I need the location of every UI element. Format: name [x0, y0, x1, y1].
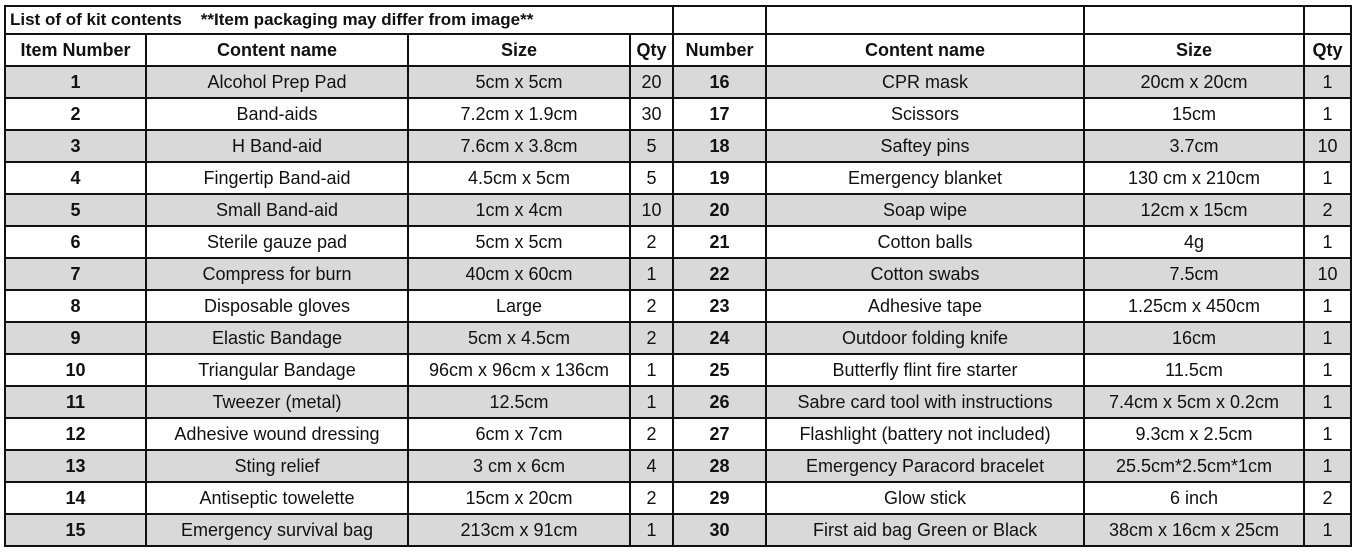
item-number-cell: 27 — [673, 418, 766, 450]
item-number-cell: 3 — [5, 130, 146, 162]
content-name-cell: Elastic Bandage — [146, 322, 408, 354]
item-number-cell: 13 — [5, 450, 146, 482]
content-name-cell: Band-aids — [146, 98, 408, 130]
item-number-cell: 15 — [5, 514, 146, 546]
qty-cell: 4 — [630, 450, 673, 482]
qty-cell: 2 — [1304, 194, 1351, 226]
item-number-cell: 22 — [673, 258, 766, 290]
header-size-2: Size — [1084, 34, 1304, 66]
qty-cell: 1 — [1304, 290, 1351, 322]
size-cell: 5cm x 4.5cm — [408, 322, 630, 354]
content-name-cell: Compress for burn — [146, 258, 408, 290]
size-cell: 6cm x 7cm — [408, 418, 630, 450]
title-row — [5, 6, 1351, 34]
item-number-cell: 2 — [5, 98, 146, 130]
content-name-cell: Sabre card tool with instructions — [766, 386, 1084, 418]
content-name-cell: Triangular Bandage — [146, 354, 408, 386]
item-number-cell: 23 — [673, 290, 766, 322]
qty-cell: 10 — [1304, 258, 1351, 290]
table-row — [5, 418, 1351, 450]
header-item-number: Item Number — [5, 34, 146, 66]
item-number-cell: 5 — [5, 194, 146, 226]
item-number-cell: 10 — [5, 354, 146, 386]
qty-cell: 1 — [1304, 162, 1351, 194]
item-number-cell: 14 — [5, 482, 146, 514]
empty-cell — [766, 6, 1084, 34]
content-name-cell: Butterfly flint fire starter — [766, 354, 1084, 386]
table-body — [5, 66, 1351, 546]
table-row — [5, 194, 1351, 226]
qty-cell: 1 — [630, 386, 673, 418]
size-cell: 4.5cm x 5cm — [408, 162, 630, 194]
content-name-cell: CPR mask — [766, 66, 1084, 98]
qty-cell: 1 — [1304, 322, 1351, 354]
content-name-cell: Sterile gauze pad — [146, 226, 408, 258]
kit-contents-sheet — [4, 5, 1352, 547]
size-cell: Large — [408, 290, 630, 322]
qty-cell: 1 — [630, 514, 673, 546]
table-row — [5, 482, 1351, 514]
content-name-cell: Small Band-aid — [146, 194, 408, 226]
table-row — [5, 290, 1351, 322]
table-title: List of of kit contents **Item packaging may differ from image** — [5, 6, 673, 34]
size-cell: 3.7cm — [1084, 130, 1304, 162]
size-cell: 25.5cm*2.5cm*1cm — [1084, 450, 1304, 482]
size-cell: 12cm x 15cm — [1084, 194, 1304, 226]
content-name-cell: Flashlight (battery not included) — [766, 418, 1084, 450]
qty-cell: 30 — [630, 98, 673, 130]
size-cell: 6 inch — [1084, 482, 1304, 514]
table-row — [5, 226, 1351, 258]
header-qty: Qty — [630, 34, 673, 66]
content-name-cell: Emergency survival bag — [146, 514, 408, 546]
size-cell: 1.25cm x 450cm — [1084, 290, 1304, 322]
qty-cell: 1 — [1304, 450, 1351, 482]
table-row — [5, 98, 1351, 130]
qty-cell: 1 — [1304, 386, 1351, 418]
content-name-cell: Fingertip Band-aid — [146, 162, 408, 194]
content-name-cell: Emergency Paracord bracelet — [766, 450, 1084, 482]
qty-cell: 2 — [630, 290, 673, 322]
size-cell: 20cm x 20cm — [1084, 66, 1304, 98]
empty-cell — [1304, 6, 1351, 34]
kit-contents-table — [4, 5, 1352, 547]
qty-cell: 10 — [630, 194, 673, 226]
item-number-cell: 11 — [5, 386, 146, 418]
item-number-cell: 12 — [5, 418, 146, 450]
qty-cell: 2 — [1304, 482, 1351, 514]
content-name-cell: Sting relief — [146, 450, 408, 482]
content-name-cell: Cotton swabs — [766, 258, 1084, 290]
qty-cell: 2 — [630, 418, 673, 450]
item-number-cell: 4 — [5, 162, 146, 194]
empty-cell — [673, 6, 766, 34]
empty-cell — [1084, 6, 1304, 34]
size-cell: 96cm x 96cm x 136cm — [408, 354, 630, 386]
qty-cell: 1 — [1304, 514, 1351, 546]
item-number-cell: 20 — [673, 194, 766, 226]
qty-cell: 1 — [1304, 98, 1351, 130]
size-cell: 5cm x 5cm — [408, 226, 630, 258]
size-cell: 5cm x 5cm — [408, 66, 630, 98]
header-number: Number — [673, 34, 766, 66]
qty-cell: 2 — [630, 482, 673, 514]
size-cell: 4g — [1084, 226, 1304, 258]
qty-cell: 5 — [630, 162, 673, 194]
content-name-cell: Scissors — [766, 98, 1084, 130]
table-row — [5, 322, 1351, 354]
content-name-cell: Antiseptic towelette — [146, 482, 408, 514]
table-row — [5, 514, 1351, 546]
header-content-name-2: Content name — [766, 34, 1084, 66]
size-cell: 11.5cm — [1084, 354, 1304, 386]
item-number-cell: 8 — [5, 290, 146, 322]
item-number-cell: 9 — [5, 322, 146, 354]
header-qty-2: Qty — [1304, 34, 1351, 66]
header-size: Size — [408, 34, 630, 66]
size-cell: 16cm — [1084, 322, 1304, 354]
qty-cell: 5 — [630, 130, 673, 162]
size-cell: 7.5cm — [1084, 258, 1304, 290]
item-number-cell: 16 — [673, 66, 766, 98]
content-name-cell: Soap wipe — [766, 194, 1084, 226]
size-cell: 1cm x 4cm — [408, 194, 630, 226]
qty-cell: 20 — [630, 66, 673, 98]
content-name-cell: Glow stick — [766, 482, 1084, 514]
qty-cell: 2 — [630, 226, 673, 258]
table-row — [5, 354, 1351, 386]
content-name-cell: Tweezer (metal) — [146, 386, 408, 418]
item-number-cell: 18 — [673, 130, 766, 162]
qty-cell: 1 — [630, 354, 673, 386]
qty-cell: 10 — [1304, 130, 1351, 162]
size-cell: 12.5cm — [408, 386, 630, 418]
size-cell: 3 cm x 6cm — [408, 450, 630, 482]
item-number-cell: 30 — [673, 514, 766, 546]
item-number-cell: 28 — [673, 450, 766, 482]
qty-cell: 2 — [630, 322, 673, 354]
item-number-cell: 19 — [673, 162, 766, 194]
size-cell: 9.3cm x 2.5cm — [1084, 418, 1304, 450]
content-name-cell: Emergency blanket — [766, 162, 1084, 194]
size-cell: 7.6cm x 3.8cm — [408, 130, 630, 162]
table-row — [5, 258, 1351, 290]
qty-cell: 1 — [1304, 66, 1351, 98]
content-name-cell: Adhesive tape — [766, 290, 1084, 322]
item-number-cell: 6 — [5, 226, 146, 258]
table-row — [5, 162, 1351, 194]
table-row — [5, 66, 1351, 98]
table-row — [5, 386, 1351, 418]
size-cell: 38cm x 16cm x 25cm — [1084, 514, 1304, 546]
size-cell: 7.4cm x 5cm x 0.2cm — [1084, 386, 1304, 418]
size-cell: 15cm x 20cm — [408, 482, 630, 514]
header-row — [5, 34, 1351, 66]
content-name-cell: Saftey pins — [766, 130, 1084, 162]
qty-cell: 1 — [630, 258, 673, 290]
table-row — [5, 130, 1351, 162]
header-content-name: Content name — [146, 34, 408, 66]
content-name-cell: Disposable gloves — [146, 290, 408, 322]
qty-cell: 1 — [1304, 418, 1351, 450]
content-name-cell: Adhesive wound dressing — [146, 418, 408, 450]
item-number-cell: 24 — [673, 322, 766, 354]
content-name-cell: H Band-aid — [146, 130, 408, 162]
qty-cell: 1 — [1304, 354, 1351, 386]
size-cell: 7.2cm x 1.9cm — [408, 98, 630, 130]
item-number-cell: 26 — [673, 386, 766, 418]
item-number-cell: 29 — [673, 482, 766, 514]
item-number-cell: 17 — [673, 98, 766, 130]
content-name-cell: Outdoor folding knife — [766, 322, 1084, 354]
item-number-cell: 7 — [5, 258, 146, 290]
item-number-cell: 25 — [673, 354, 766, 386]
content-name-cell: Cotton balls — [766, 226, 1084, 258]
size-cell: 213cm x 91cm — [408, 514, 630, 546]
content-name-cell: Alcohol Prep Pad — [146, 66, 408, 98]
size-cell: 15cm — [1084, 98, 1304, 130]
content-name-cell: First aid bag Green or Black — [766, 514, 1084, 546]
size-cell: 130 cm x 210cm — [1084, 162, 1304, 194]
item-number-cell: 21 — [673, 226, 766, 258]
qty-cell: 1 — [1304, 226, 1351, 258]
table-row — [5, 450, 1351, 482]
item-number-cell: 1 — [5, 66, 146, 98]
size-cell: 40cm x 60cm — [408, 258, 630, 290]
